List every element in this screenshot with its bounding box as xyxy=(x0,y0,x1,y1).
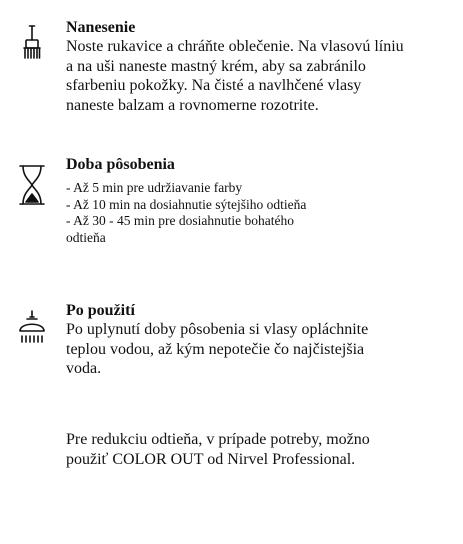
application-line-1: Noste rukavice a chráňte oblečenie. Na vlasovú líniu xyxy=(66,38,404,55)
application-line-3: sfarbeniu pokožky. Na čisté a navlhčené vlasy xyxy=(66,77,362,94)
application-text xyxy=(66,18,456,115)
after-use-line-2: teplou vodou, až kým nepotečie čo najčistejšia xyxy=(66,340,365,358)
list-item: - Až 10 min na dosiahnutie sýtejšiho odtieňa xyxy=(66,196,307,212)
application-line-2: a na uši naneste mastný krém, aby sa zabránilo xyxy=(66,57,366,75)
application-heading: Nanesenie xyxy=(66,19,136,36)
after-use-heading: Po použití xyxy=(66,302,135,319)
list-item: odtieňa xyxy=(66,229,106,245)
shower-icon xyxy=(14,309,50,349)
note-line-1: Pre redukciu odtieňa, v prípade potreby, možno xyxy=(66,431,370,448)
application-line-4: naneste balzam a rovnomerne rozotrite. xyxy=(66,96,319,114)
after-use-text xyxy=(66,301,456,379)
list-item: - Až 30 - 45 min pre dosiahnutie bohatého xyxy=(66,213,294,228)
note-line-2: použiť COLOR OUT od Nirvel Professional. xyxy=(66,450,356,468)
duration-heading: Doba pôsobenia xyxy=(66,156,175,173)
duration-text xyxy=(66,155,456,246)
duration-list xyxy=(66,180,456,246)
list-item: - Až 5 min pre udržiavanie farby xyxy=(66,180,243,195)
after-use-line-1: Po uplynutí doby pôsobenia si vlasy opláchnite xyxy=(66,321,369,338)
note-text xyxy=(66,430,456,469)
hourglass-icon xyxy=(14,163,50,203)
after-use-line-3: voda. xyxy=(66,360,102,377)
brush-icon xyxy=(14,24,50,64)
